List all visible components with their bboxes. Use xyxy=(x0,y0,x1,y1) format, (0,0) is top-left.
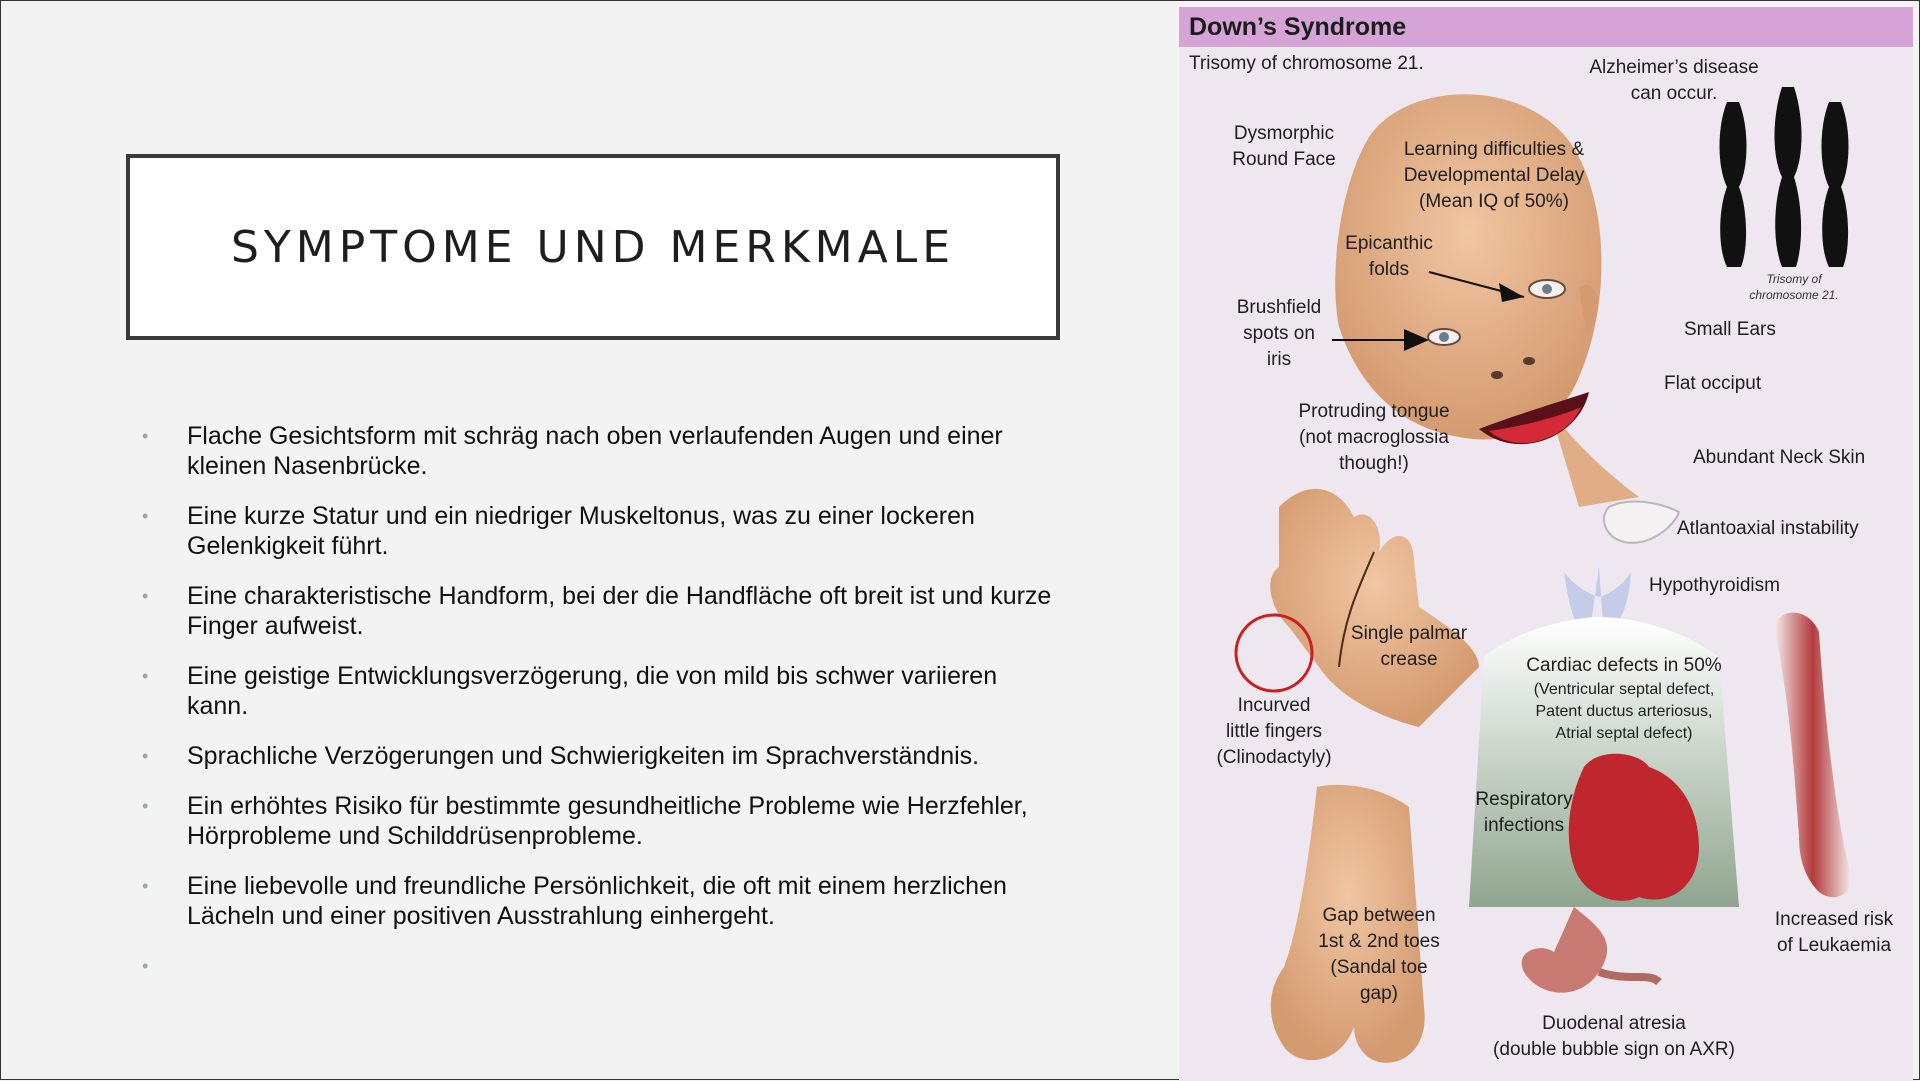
label-chromosome-caption: Trisomy of chromosome 21. xyxy=(1749,272,1839,302)
label-neck-skin: Abundant Neck Skin xyxy=(1693,447,1866,468)
label-leukaemia: Increased risk of Leukaemia xyxy=(1774,909,1894,956)
iris-right-illustration xyxy=(1542,284,1552,294)
vertebra-illustration xyxy=(1604,502,1679,543)
label-flat-occiput: Flat occiput xyxy=(1664,373,1762,394)
bullet-dot-icon: • xyxy=(142,956,149,976)
bullet-item: • Eine geistige Entwicklungsverzögerung, die von mild bis schwer variieren kann. xyxy=(142,662,998,720)
figure-title: Down’s Syndrome xyxy=(1189,13,1407,41)
label-duodenal-atresia: Duodenal atresia (double bubble sign on AXR) xyxy=(1493,1013,1735,1060)
downs-syndrome-figure xyxy=(1179,7,1913,1081)
nostril-illustration xyxy=(1491,371,1503,379)
bullet-dot-icon: • xyxy=(142,666,149,686)
label-respiratory: Respiratory infections xyxy=(1475,789,1573,836)
intestine-illustration xyxy=(1599,972,1659,982)
label-epicanthic-folds: Epicanthic folds xyxy=(1345,233,1433,280)
bullet-dot-icon: • xyxy=(142,796,149,816)
stomach-illustration xyxy=(1522,907,1607,993)
label-alzheimers: Alzheimer’s disease can occur. xyxy=(1589,57,1759,104)
bullet-dot-icon: • xyxy=(142,426,149,446)
bullet-item: • Flache Gesichtsform mit schräg nach oben verlaufenden Augen und einer kleinen Nasenbrücke. xyxy=(142,422,1003,480)
label-learning-difficulties: Learning difficulties & Developmental Delay (Mean IQ of 50%) xyxy=(1403,139,1585,212)
bullet-item: • Eine charakteristische Handform, bei der die Handfläche oft breit ist und kurze Finger aufweist. xyxy=(142,582,1052,640)
label-sandal-gap: Gap between 1st & 2nd toes (Sandal toe gap) xyxy=(1318,905,1440,1004)
bullet-dot-icon: • xyxy=(142,876,149,896)
label-atlantoaxial: Atlantoaxial instability xyxy=(1677,518,1859,539)
title-box xyxy=(126,154,1060,340)
bullet-item-empty xyxy=(141,951,1061,981)
clinodactyly-circle xyxy=(1236,615,1312,691)
label-clinodactyly: Incurved little fingers (Clinodactyly) xyxy=(1216,695,1332,768)
bullet-list xyxy=(141,421,1061,1001)
label-small-ears: Small Ears xyxy=(1684,319,1776,340)
bullet-item: • Sprachliche Verzögerungen und Schwierigkeiten im Sprachverständnis. xyxy=(142,742,980,770)
chromosome-icon xyxy=(1720,87,1849,267)
hand-illustration xyxy=(1270,489,1479,727)
label-protruding-tongue: Protruding tongue (not macroglossia though!) xyxy=(1298,401,1450,474)
label-palmar-crease: Single palmar crease xyxy=(1350,623,1468,670)
bullet-item: • Eine kurze Statur und ein niedriger Muskeltonus, was zu einer lockeren Gelenkigkeit führt. xyxy=(142,502,975,560)
label-dysmorphic-face: Dysmorphic Round Face xyxy=(1232,123,1336,170)
bullet-item: • Eine liebevolle und freundliche Persönlichkeit, die oft mit einem herzlichen Lächeln und einer positiven Ausstrahlung einhergeht. xyxy=(142,872,1007,930)
label-cardiac-defects: Cardiac defects in 50% xyxy=(1526,655,1722,676)
bullet-dot-icon: • xyxy=(142,586,149,606)
iris-left-illustration xyxy=(1439,332,1449,342)
bullet-dot-icon: • xyxy=(142,746,149,766)
label-cardiac-detail: (Ventricular septal defect, Patent ductus arteriosus, Atrial septal defect) xyxy=(1533,681,1715,742)
bullet-item: • Ein erhöhtes Risiko für bestimmte gesundheitliche Probleme wie Herzfehler, Hörprobleme und Schilddrüsenprobleme. xyxy=(142,792,1028,850)
bullet-dot-icon: • xyxy=(142,506,149,526)
nostril-illustration xyxy=(1523,357,1535,365)
label-brushfield-spots: Brushfield spots on iris xyxy=(1236,297,1322,370)
bone-illustration xyxy=(1774,613,1852,898)
label-hypothyroidism: Hypothyroidism xyxy=(1649,575,1780,596)
label-trisomy: Trisomy of chromosome 21. xyxy=(1189,53,1424,74)
slide-title: SYMPTOME UND MERKMALE xyxy=(230,221,956,273)
